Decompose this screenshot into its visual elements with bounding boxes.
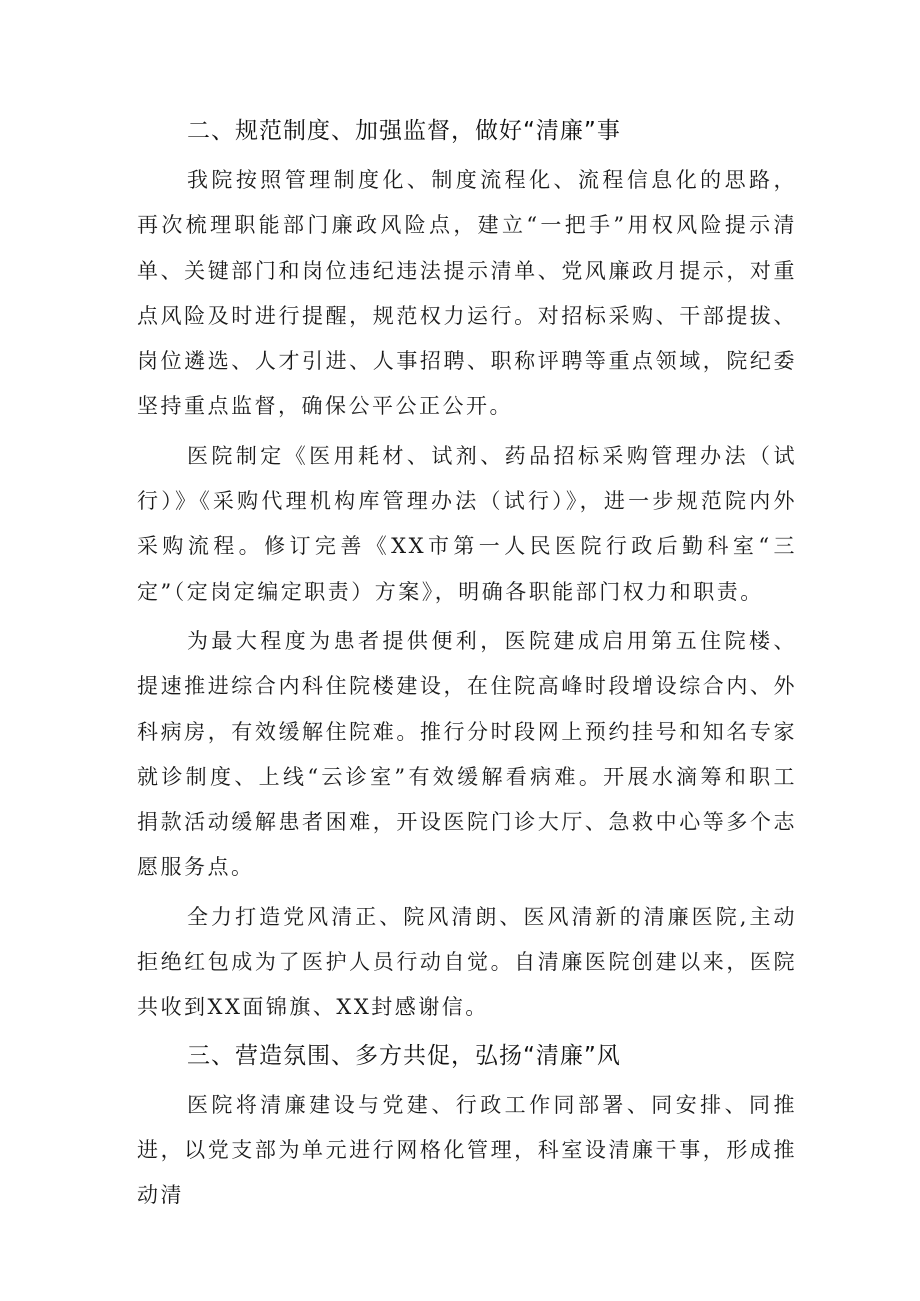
section-heading-3: 三、营造氛围、多方共促，弘扬“清廉”风 <box>187 1042 621 1069</box>
paragraph-clean-hospital: 全力打造党风清正、院风清朗、医风清新的清廉医院,主动拒绝红包成为了医护人员行动自觉。自清廉医院创建以来，医院共收到XX面锦旗、XX封感谢信。 <box>137 904 797 1020</box>
paragraph-patient-convenience: 为最大程度为患者提供便利，医院建成启用第五住院楼、提速推进综合内科住院楼建设，在住院高峰时段增设综合内、外科病房，有效缓解住院难。推行分时段网上预约挂号和知名专家就诊制度、上线“云诊室”有效缓解看病难。开展水滴筹和职工捐款活动缓解患者困难，开设医院门诊大厅、急救中心等多个志愿服务点。 <box>137 628 797 880</box>
paragraph-risk-management: 我院按照管理制度化、制度流程化、流程信息化的思路，再次梳理职能部门廉政风险点，建立“一把手”用权风险提示清单、关键部门和岗位违纪违法提示清单、党风廉政月提示，对重点风险及时进行提醒，规范权力运行。对招标采购、干部提拔、岗位遴选、人才引进、人事招聘、职称评聘等重点领域，院纪委坚持重点监督，确保公平公正公开。 <box>137 168 797 419</box>
paragraph-atmosphere: 医院将清廉建设与党建、行政工作同部署、同安排、同推进，以党支部为单元进行网格化管理，科室设清廉干事，形成推动清 <box>137 1092 797 1208</box>
paragraph-procurement-rules: 医院制定《医用耗材、试剂、药品招标采购管理办法（试行）》《采购代理机构库管理办法（试行）》，进一步规范院内外采购流程。修订完善《XX市第一人民医院行政后勤科室“三定”（定岗定编定职责）方案》，明确各职能部门权力和职责。 <box>137 443 797 604</box>
section-heading-2: 二、规范制度、加强监督，做好“清廉”事 <box>187 118 621 144</box>
document-body <box>137 108 797 1219</box>
